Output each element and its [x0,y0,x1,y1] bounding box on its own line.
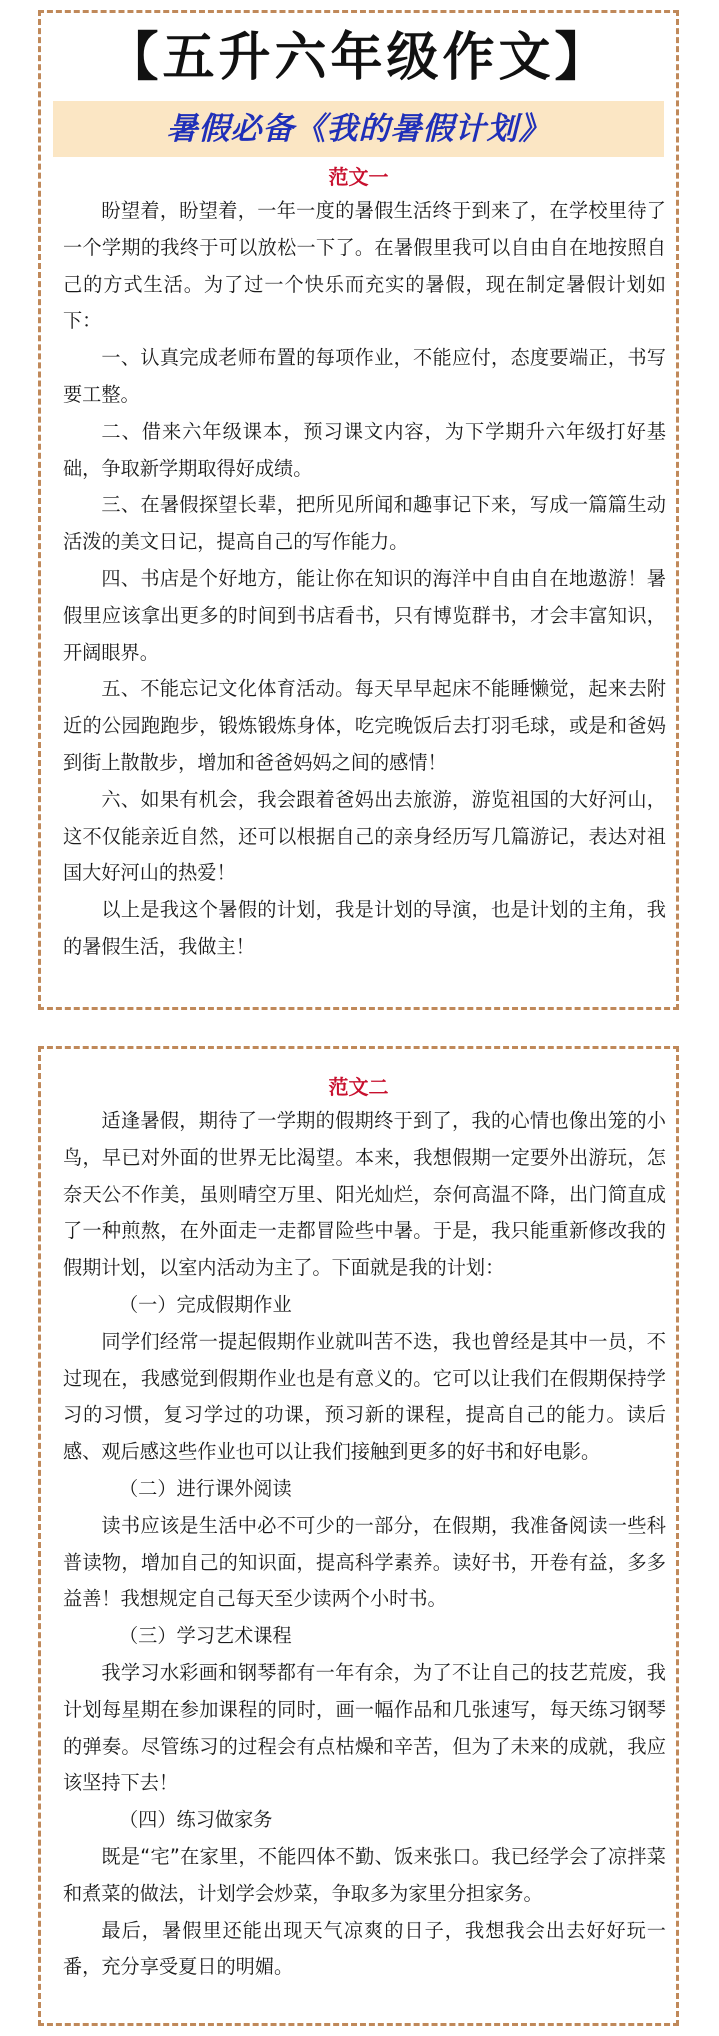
section-heading: （四）练习做家务 [119,1808,273,1832]
essay-one-paragraph: 四、书店是个好地方，能让你在知识的海洋中自由自在地遨游！暑假里应该拿出更多的时间到书店看书，只有博览群书，才会丰富知识，开阔眼界。 [63,566,666,664]
essay-one-paragraph: 一、认真完成老师布置的每项作业，不能应付，态度要端正，书写要工整。 [63,346,666,406]
essay-one-paragraph: 二、借来六年级课本，预习课文内容，为下学期升六年级打好基础，争取新学期取得好成绩。 [63,419,666,480]
essay-one-paragraph: 盼望着，盼望着，一年一度的暑假生活终于到来了，在学校里待了一个学期的我终于可以放松一下了。在暑假里我可以自由自在地按照自己的方式生活。为了过一个快乐而充实的暑假，现在制定暑假计划如下： [63,199,666,333]
essay-one-paragraph: 三、在暑假探望长辈，把所见所闻和趣事记下来，写成一篇篇生动活泼的美文日记，提高自己的写作能力。 [63,493,666,554]
section-heading: （三）学习艺术课程 [119,1624,292,1648]
essay-one-body [41,193,676,966]
essay-one-title: 范文一 [328,165,389,189]
essay-two-body [41,1103,676,1986]
section-text: 我学习水彩画和钢琴都有一年有余，为了不让自己的技艺荒废，我计划每星期在参加课程的同时，画一幅作品和几张速写，每天练习钢琴的弹奏。尽管练习的过程会有点枯燥和辛苦，但为了未来的成就，我应该坚持下去！ [63,1660,666,1795]
essay-one-paragraph: 六、如果有机会，我会跟着爸妈出去旅游，游览祖国的大好河山，这不仅能亲近自然，还可以根据自己的亲身经历写几篇游记，表达对祖国大好河山的热爱！ [63,787,666,885]
essay-two-card [38,1046,679,2026]
section-text: 同学们经常一提起假期作业就叫苦不迭，我也曾经是其中一员，不过现在，我感觉到假期作业也是有意义的。它可以让我们在假期保持学习的习惯，复习学过的功课，预习新的课程，提高自己的能力。读后感、观后感这些作业也可以让我们接触到更多的好书和好电影。 [63,1329,666,1464]
section-text: 读书应该是生活中必不可少的一部分，在假期，我准备阅读一些科普读物，增加自己的知识面，提高科学素养。读好书，开卷有益，多多益善！我想规定自己每天至少读两个小时书。 [63,1513,666,1611]
section-text: 既是“宅”在家里，不能四体不勤、饭来张口。我已经学会了凉拌菜和煮菜的做法，计划学会炒菜，争取多为家里分担家务。 [63,1844,666,1905]
section-heading: （二）进行课外阅读 [119,1476,292,1500]
essay-one-paragraph: 五、不能忘记文化体育活动。每天早早起床不能睡懒觉，起来去附近的公园跑跑步，锻炼锻炼身体，吃完晚饭后去打羽毛球，或是和爸妈到街上散散步，增加和爸爸妈妈之间的感情！ [63,677,666,774]
essay-two-conclusion: 最后，暑假里还能出现天气凉爽的日子，我想我会出去好好玩一番，充分享受夏日的明媚。 [63,1918,666,1979]
page-title: 【五升六年级作文】 [106,27,611,88]
section-heading: （一）完成假期作业 [119,1292,292,1316]
essay-two-intro: 适逢暑假，期待了一学期的假期终于到了，我的心情也像出笼的小鸟，早已对外面的世界无比渴望。本来，我想假期一定要外出游玩，怎奈天公不作美，虽则晴空万里、阳光灿烂，奈何高温不降，出门简直成了一种煎熬，在外面走一走都冒险些中暑。于是，我只能重新修改我的假期计划，以室内活动为主了。下面就是我的计划： [63,1109,666,1280]
essay-one-paragraph: 以上是我这个暑假的计划，我是计划的导演，也是计划的主角，我的暑假生活，我做主！ [63,898,666,958]
essay-one-card [38,10,679,1010]
essay-two-title: 范文二 [328,1075,389,1099]
subtitle-banner: 暑假必备《我的暑假计划》 [53,101,664,157]
